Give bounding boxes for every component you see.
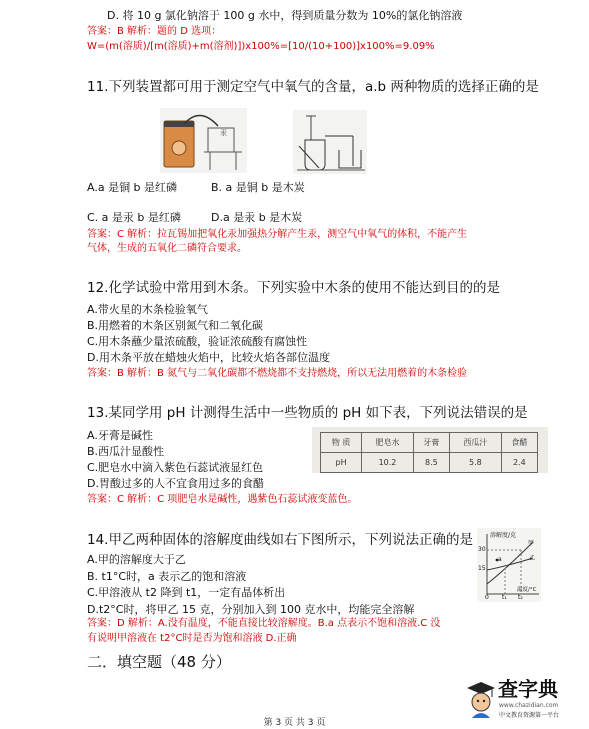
ph-table-cell: 10.2 xyxy=(362,453,414,473)
chazidian-logo xyxy=(466,678,582,722)
graph-ytick: 15 xyxy=(478,565,486,572)
graph-ylabel: 溶解度/克 xyxy=(490,532,517,539)
q13-answer: 答案：C 解析：C 项肥皂水是碱性，遇紫色石蕊试液变蓝色。 xyxy=(87,494,358,505)
ph-table-header: 食醋 xyxy=(501,433,537,453)
ph-table-header-row xyxy=(321,433,538,453)
graph-point-label: a xyxy=(498,556,502,563)
ph-table-cell: 5.8 xyxy=(450,453,502,473)
q14-option-d: D.t2°C时，将甲乙 15 克，分别加入到 100 克水中，均能完全溶解 xyxy=(87,603,415,616)
ph-table-header: 肥皂水 xyxy=(362,433,414,453)
ph-table-header: 物 质 xyxy=(321,433,362,453)
graph-curve-label-yi: 乙 xyxy=(529,555,536,562)
q11-option-c: C. a 是汞 b 是红磷 xyxy=(87,211,181,224)
mercury-label: 汞 xyxy=(220,129,227,137)
q12-option-d: D.用木条平放在蜡烛火焰中，比较火焰各部位温度 xyxy=(87,351,330,364)
mercury-apparatus-drawing xyxy=(160,108,247,173)
q12-answer: 答案：B 解析：B 氮气与二氧化碳都不燃烧都不支持燃烧，所以无法用燃着的木条检验 xyxy=(87,368,468,379)
q14-stem: 14.甲乙两种固体的溶解度曲线如右下图所示，下列说法正确的是 xyxy=(87,532,473,548)
q12-option-a: A.带火星的木条检验氧气 xyxy=(87,303,208,316)
q11-stem: 11.下列装置都可用于测定空气中氧气的含量，a.b 两种物质的选择正确的是 xyxy=(87,79,539,95)
q10-option-d: D. 将 10 g 氯化钠溶于 100 g 水中，得到质量分数为 10%的氯化钠溶液 xyxy=(107,9,463,22)
graph-xtick: 0 xyxy=(485,594,489,601)
graph-curve-label-jia: 甲 xyxy=(528,540,535,547)
q14-answer-line1: 答案：D 解析：A.没有温度，不能直接比较溶解度。B.a 点表示不饱和溶液.C 没 xyxy=(87,618,441,629)
q14-option-b: B. t1°C时，a 表示乙的饱和溶液 xyxy=(87,570,247,583)
q11-option-d: D.a 是汞 b 是木炭 xyxy=(211,211,303,224)
ph-table-row-label: pH xyxy=(321,453,362,473)
graph-ytick: 30 xyxy=(478,546,486,553)
phosphorus-apparatus-drawing xyxy=(293,110,367,174)
q13-option-a: A.牙膏是碱性 xyxy=(87,429,153,442)
q11-answer-line2: 气体，生成的五氧化二磷符合要求。 xyxy=(87,243,247,254)
q13-stem: 13.某同学用 pH 计测得生活中一些物质的 pH 如下表，下列说法错误的是 xyxy=(87,405,528,421)
q13-option-c: C.肥皂水中滴入紫色石蕊试液显红色 xyxy=(87,461,264,474)
phosphorus-apparatus-figure xyxy=(293,110,367,174)
q10-answer-line1: 答案：B 解析：题的 D 选项： xyxy=(87,26,222,37)
q13-option-d: D.胃酸过多的人不宜食用过多的食醋 xyxy=(87,477,264,490)
solubility-graph xyxy=(477,528,541,602)
ph-table-photo xyxy=(312,427,548,473)
q13-option-b: B.西瓜汁显酸性 xyxy=(87,445,165,458)
q14-option-a: A.甲的溶解度大于乙 xyxy=(87,553,186,566)
page-footer: 第 3 页 共 3 页 xyxy=(263,718,326,728)
q11-option-a: A.a 是铜 b 是红磷 xyxy=(87,181,178,194)
mercury-apparatus-figure xyxy=(160,108,247,173)
q10-answer-line2: W=(m(溶质)/[m(溶质)+m(溶剂)])x100%=[10/(10+100)]x100%=9.09% xyxy=(87,41,435,52)
ph-table-header: 西瓜汁 xyxy=(450,433,502,453)
logo-url: www.chazidian.com xyxy=(499,702,559,709)
graduate-mascot-icon xyxy=(466,680,496,720)
logo-name: 查字典 xyxy=(498,677,558,701)
q11-answer-line1: 答案：C 解析：拉瓦锡加把氧化汞加强热分解产生汞，测空气中氧气的体积，不能产生 xyxy=(87,229,468,240)
section-title: 二．填空题（48 分） xyxy=(87,653,231,671)
logo-slogan: 中文教育资源第一平台 xyxy=(499,712,560,719)
ph-table xyxy=(320,432,538,473)
q14-answer-line2: 有说明甲溶液在 t2°C时是否为饱和溶液 D.正确 xyxy=(87,633,297,644)
q12-option-c: C.用木条蘸少量浓硫酸，验证浓硫酸有腐蚀性 xyxy=(87,335,308,348)
ph-table-value-row xyxy=(321,453,538,473)
graph-xtick: t₁ xyxy=(502,594,507,601)
q14-option-c: C.甲溶液从 t2 降到 t1，一定有晶体析出 xyxy=(87,586,286,599)
ph-table-header: 牙膏 xyxy=(413,433,449,453)
graph-xtick: t₂ xyxy=(518,594,523,601)
ph-table-cell: 8.5 xyxy=(413,453,449,473)
q12-stem: 12.化学试验中常用到木条。下列实验中木条的使用不能达到目的的是 xyxy=(87,280,500,296)
q11-option-b: B. a 是铜 b 是木炭 xyxy=(211,181,305,194)
ph-table-cell: 2.4 xyxy=(501,453,537,473)
graph-xlabel: 温度/°C xyxy=(517,587,537,593)
q12-option-b: B.用燃着的木条区别氮气和二氧化碳 xyxy=(87,319,264,332)
